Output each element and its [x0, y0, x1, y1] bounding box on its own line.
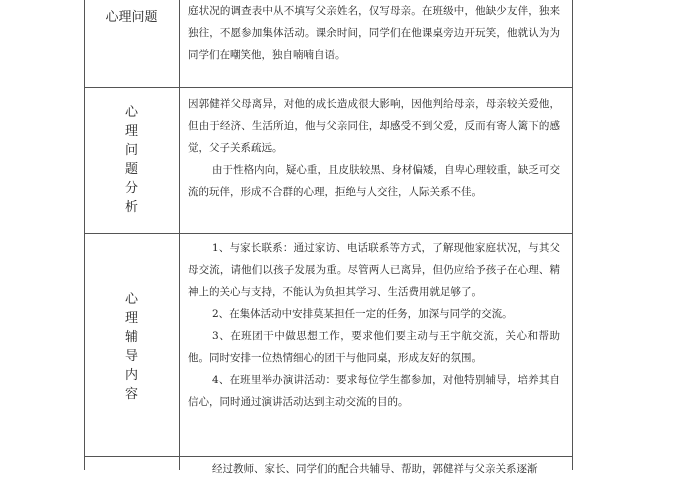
- row-divider: [84, 87, 573, 88]
- row-label-psych-problem: 心理问题: [105, 10, 158, 25]
- label-char: 析: [124, 200, 138, 215]
- paragraph: 经过教师、家长、同学们的配合共辅导、帮助，郭健祥与父亲关系逐渐: [212, 463, 538, 475]
- paragraph: 1、与家长联系：通过家访、电话联系等方式，了解现他家庭状况，与其父母交流，请他们以孩子发展为重。尽管两人已离异，但仍应给予孩子在心理、精神上的关心与支持，不能认为负担其学习、生活费用就足够了。: [188, 242, 560, 298]
- paragraph: 庭状况的调查表中从不填写父亲姓名，仅写母亲。在班级中，他缺少友伴，独来独往，不愿参加集体活动。课余时间，同学们在他课桌旁边开玩笑，他就认为为同学们在嘲笑他，独自喃喃自语。: [188, 5, 560, 61]
- paragraph: 由于性格内向，疑心重，且皮肤较黑、身材偏矮，自卑心理较重，缺乏可交流的玩伴，形成不合群的心理，拒绝与人交往，人际关系不佳。: [188, 164, 560, 198]
- paragraph: 因郭健祥父母离异，对他的成长造成很大影响，因他判给母亲，母亲较关爱他，但由于经济、生活所迫，他与父亲同住，却感受不到父爱，反而有寄人篱下的感觉，父子关系疏远。: [188, 98, 560, 154]
- label-char: 理: [124, 311, 138, 326]
- row-label-problem-analysis: [84, 103, 179, 217]
- paragraph: 3、在班团干中做思想工作，要求他们要主动与王宇航交流，关心和帮助他。同时安排一位热情细心的团干与他同桌，形成友好的氛围。: [188, 330, 560, 364]
- row-content-counseling: [188, 237, 560, 413]
- label-char: 辅: [124, 330, 138, 345]
- row-divider: [84, 233, 573, 234]
- label-char: 理: [124, 124, 138, 139]
- paragraph: 2、在集体活动中安排莫某担任一定的任务，加深与同学的交流。: [212, 308, 513, 320]
- table-right-border: [572, 0, 573, 470]
- row-divider: [84, 456, 573, 457]
- label-char: 内: [124, 368, 138, 383]
- label-char: 心: [124, 292, 138, 307]
- row-content-psych-problem: [188, 0, 560, 66]
- row-content-outcome: [188, 458, 560, 480]
- label-char: 题: [124, 162, 138, 177]
- label-char: 心: [124, 105, 138, 120]
- label-char: 导: [124, 349, 138, 364]
- label-char: 问: [124, 143, 138, 158]
- column-divider: [179, 0, 180, 470]
- label-char: 分: [124, 181, 138, 196]
- row-label-counseling-content: [84, 290, 179, 404]
- row-content-problem-analysis: [188, 93, 560, 203]
- label-char: 容: [124, 387, 138, 402]
- paragraph: 4、在班里举办演讲活动：要求每位学生都参加，对他特别辅导，培养其自信心，同时通过演讲活动达到主动交流的目的。: [188, 374, 560, 408]
